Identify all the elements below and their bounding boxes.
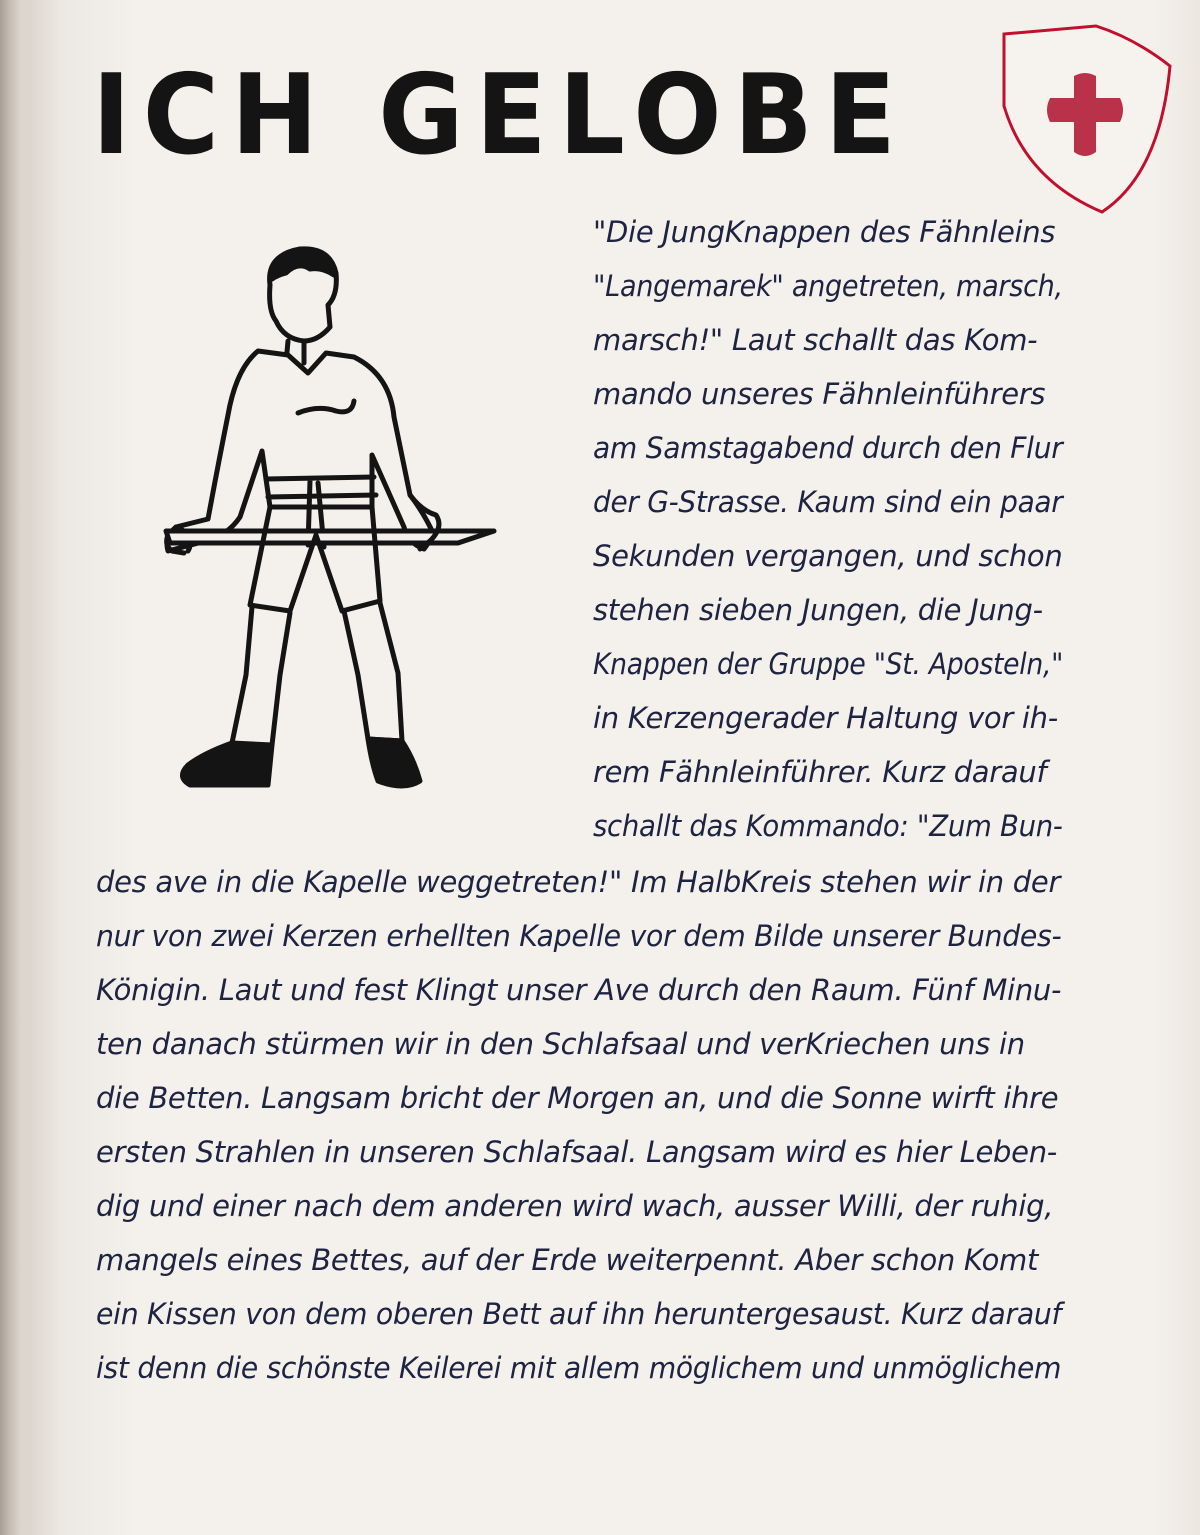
text-line: die Betten. Langsam bricht der Morgen an, und die Sonne wirft ihre xyxy=(96,1081,1059,1115)
text-line: des ave in die Kapelle weggetreten!" Im HalbKreis stehen wir in der xyxy=(96,865,1061,899)
text-line: stehen sieben Jungen, die Jung- xyxy=(593,593,1043,627)
squire-with-sword-illustration xyxy=(158,245,508,805)
text-line: mando unseres Fähnleinführers xyxy=(593,377,1046,411)
text-line: am Samstagabend durch den Flur xyxy=(593,431,1063,465)
text-column-beside-figure xyxy=(593,205,1105,853)
text-line: marsch!" Laut schallt das Kom- xyxy=(593,323,1038,357)
text-line: ein Kissen von dem oberen Bett auf ihn heruntergesaust. Kurz darauf xyxy=(96,1297,1062,1331)
text-line: Sekunden vergangen, und schon xyxy=(593,539,1063,573)
text-line: der G-Strasse. Kaum sind ein paar xyxy=(593,485,1063,519)
page-binding-shadow xyxy=(0,0,34,1535)
text-line: rem Fähnleinführer. Kurz darauf xyxy=(593,755,1047,789)
text-line: "Langemarek" angetreten, marsch, xyxy=(593,269,1063,303)
text-line: Königin. Laut und fest Klingt unser Ave durch den Raum. Fünf Minu- xyxy=(96,973,1062,1007)
text-line: ist denn die schönste Keilerei mit allem möglichem und unmöglichem xyxy=(96,1351,1062,1385)
page-heading: ICH GELOBE xyxy=(92,50,908,180)
crest-shield-icon xyxy=(984,16,1184,216)
text-column-full-width xyxy=(96,855,1090,1395)
text-line: ersten Strahlen in unseren Schlafsaal. Langsam wird es hier Leben- xyxy=(96,1135,1057,1169)
text-line: dig und einer nach dem anderen wird wach, ausser Willi, der ruhig, xyxy=(96,1189,1054,1223)
text-line: nur von zwei Kerzen erhellten Kapelle vor dem Bilde unserer Bundes- xyxy=(96,919,1062,953)
text-line: Knappen der Gruppe "St. Aposteln," xyxy=(593,647,1064,681)
text-line: ten danach stürmen wir in den Schlafsaal und verKriechen uns in xyxy=(96,1027,1025,1061)
text-line: mangels eines Bettes, auf der Erde weiterpennt. Aber schon Komt xyxy=(96,1243,1039,1277)
text-line: schallt das Kommando: "Zum Bun- xyxy=(593,809,1063,843)
text-line: in Kerzengerader Haltung vor ih- xyxy=(593,701,1058,735)
text-line: "Die JungKnappen des Fähnleins xyxy=(593,215,1056,249)
